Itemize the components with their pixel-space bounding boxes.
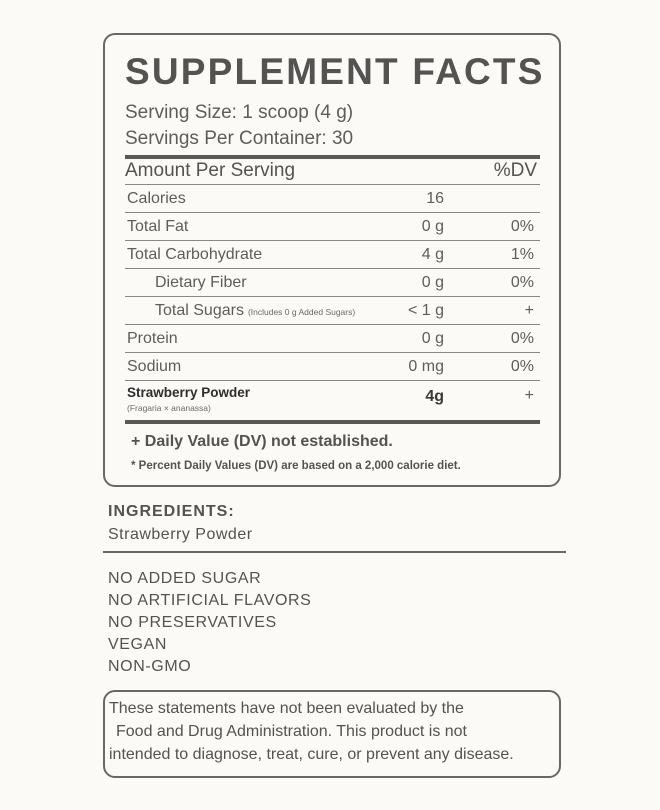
dv-not-established-note: + Daily Value (DV) not established. [131,433,393,450]
blend-amount: 4g [425,388,444,405]
serving-size: Serving Size: 1 scoop (4 g) [125,102,354,123]
nutrient-amount: 0 mg [408,358,444,375]
percent-dv-footnote: * Percent Daily Values (DV) are based on a 2,000 calorie diet. [131,460,461,472]
blend-row-strawberry-powder [125,381,540,419]
claim-item: VEGAN [108,636,168,653]
nutrient-name: Calories [127,190,186,207]
nutrient-row-calories [125,185,540,213]
nutrient-name: Sodium [127,358,182,375]
nutrient-dv: 0% [510,358,534,375]
nutrient-amount: 0 g [421,218,444,235]
disclaimer-line: Food and Drug Administration. This product is not [116,723,467,740]
fda-disclaimer-box [103,690,561,778]
claim-item: NO ARTIFICIAL FLAVORS [108,592,312,609]
servings-per-container: Servings Per Container: 30 [125,128,354,149]
nutrient-name [155,302,355,320]
nutrient-amount: 16 [426,190,444,207]
nutrient-name: Dietary Fiber [155,274,247,291]
disclaimer-line: intended to diagnose, treat, cure, or prevent any disease. [109,746,514,763]
nutrient-amount: < 1 g [407,302,444,319]
nutrient-name: Protein [127,330,178,347]
nutrient-row-total-carbohydrate [125,241,540,269]
nutrient-dv: 0% [510,330,534,347]
product-claims [108,568,311,678]
nutrient-row-total-sugars [125,297,540,325]
panel-title: SUPPLEMENT FACTS [125,51,545,92]
nutrient-name-text: Total Sugars [155,302,244,319]
dv-header: %DV [493,160,537,181]
ingredients-heading: INGREDIENTS: [108,503,235,520]
supplement-facts-panel [103,33,561,487]
nutrient-dv: 0% [510,218,534,235]
nutrient-amount: 0 g [421,274,444,291]
amount-per-serving-header: Amount Per Serving [125,160,296,181]
nutrient-amount: 4 g [421,246,444,263]
disclaimer-line: These statements have not been evaluated by the [109,700,464,717]
blend-scientific-name: (Fragaria × ananassa) [127,403,211,413]
claim-item: NO ADDED SUGAR [108,570,262,587]
thick-divider [125,155,540,159]
added-sugars-note: (Includes 0 g Added Sugars) [247,307,356,317]
nutrient-name: Total Fat [127,218,189,235]
nutrient-dv: + [524,302,534,319]
claim-item: NON-GMO [108,658,192,675]
nutrient-row-protein [125,325,540,353]
nutrient-dv: 0% [510,274,534,291]
nutrient-dv: 1% [510,246,534,263]
nutrient-name: Total Carbohydrate [127,246,263,263]
ingredients-list: Strawberry Powder [108,526,253,543]
nutrient-amount: 0 g [421,330,444,347]
blend-dv: + [524,387,534,404]
blend-name: Strawberry Powder [127,385,251,400]
thick-divider-bottom [125,420,540,424]
nutrient-row-dietary-fiber [125,269,540,297]
claim-item: NO PRESERVATIVES [108,614,277,631]
ingredients-divider [103,551,566,553]
nutrient-row-total-fat [125,213,540,241]
nutrient-row-sodium [125,353,540,381]
